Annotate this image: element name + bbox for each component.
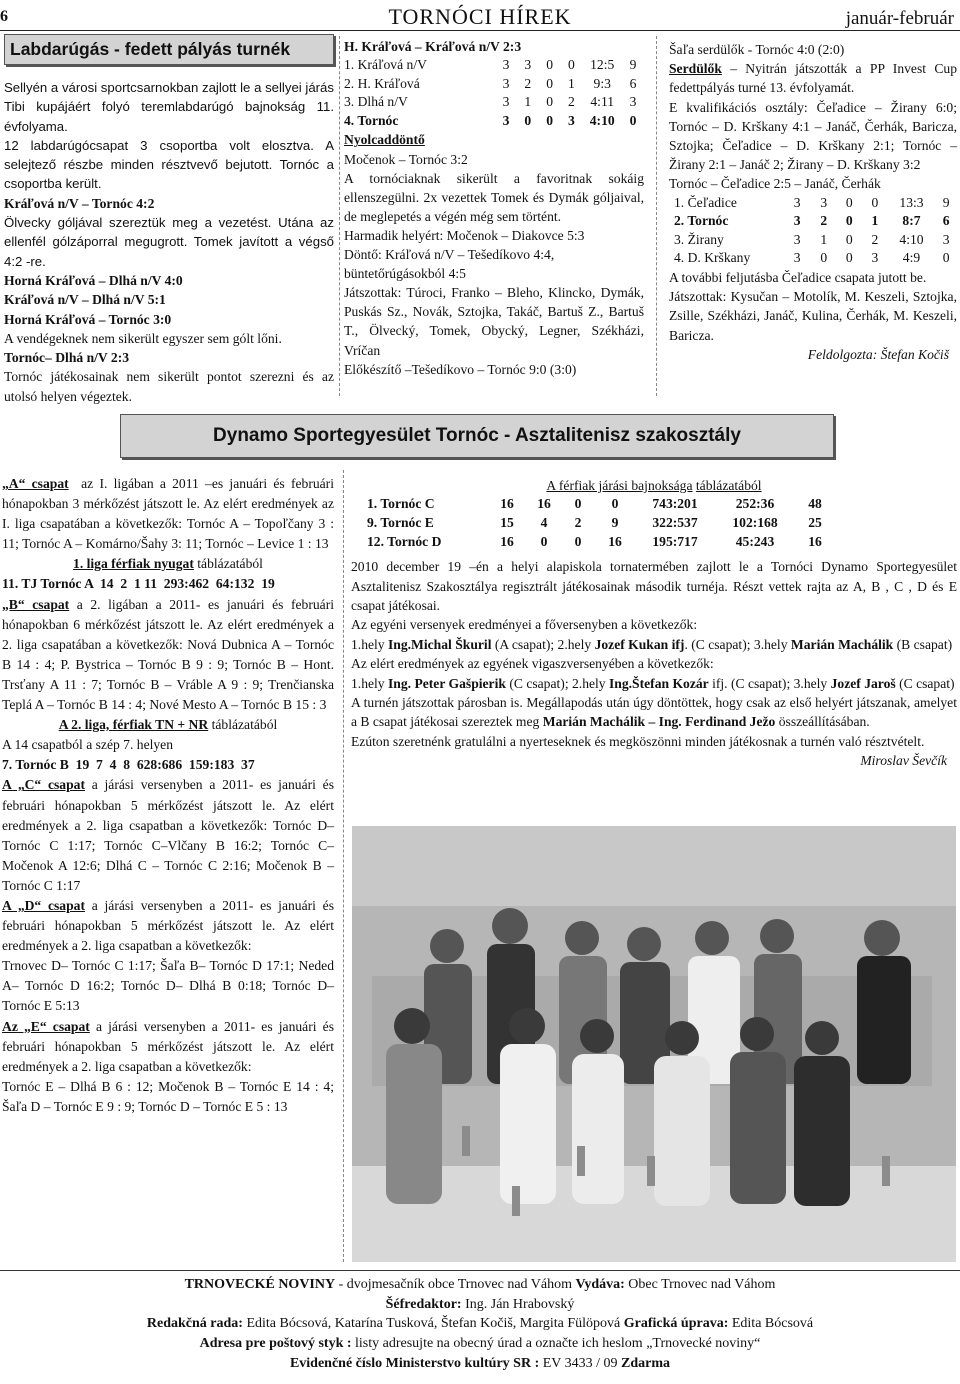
table-cell: 4. Tornóc [344,112,399,128]
table-cell: 3. Žirany [674,231,724,247]
paragraph: – Nyitrán játszották a PP Invest Cup fedettpályás turné 13. évfolyamát. [669,61,957,96]
table-cell: 0 [611,496,619,512]
column-rule [656,36,657,396]
table-cell: 0 [546,57,554,73]
text: (C csapat); 2.hely [505,675,609,691]
table-cell: 0 [540,533,548,549]
subheading: Serdülők [669,61,722,77]
table-row [344,112,644,131]
text: EV 3433 / 09 [539,1355,622,1371]
table-cell: 2 [820,213,828,229]
team-heading: „A“ csapat [2,476,69,491]
table-cell: 9:3 [593,75,611,91]
table-row [344,75,644,94]
table-cell: 4 [540,515,548,530]
text: Edita Bócsová [728,1316,814,1332]
table-cell: 3 [502,57,510,73]
author-signature: Feldolgozta: Štefan Kočiš [807,346,949,362]
table-cell: 102:168 [732,515,778,530]
group-table [674,194,957,268]
paragraph: Tornóc játékosainak nem sikerült pontot szerezni és az utolsó helyen végeztek. [4,369,334,404]
text: (A csapat); 2.hely [491,636,595,652]
table-cell: 3 [942,231,950,247]
table-cell: 195:717 [652,533,698,549]
text: . (C csapat); 3.hely [684,636,791,652]
table-cell: 0 [574,533,582,549]
author-signature: Miroslav Ševčík [860,753,947,769]
group-table [344,56,644,130]
match-result: Šaľa serdülők - Tornóc 4:0 (2:0) [669,42,845,57]
table-cell: 9 [629,57,637,73]
paragraph: a járási versenyben a 2011- es januári és februári hónapokban 5 mérkőzést játszott le. Az elért eredmények a 2. liga csapatban a következők: Tornóc D– Tornóc C 1:17; Tornóc C–Vlčany B 16:2; Tornóc C–Močenok A 12:6; Dlhá C – Tornóc C 2:16; Močenok B – Tornóc C 1:17 [2,777,334,893]
table-cell: 3 [502,112,510,128]
paragraph: Harmadik helyért: Močenok – Diakovce 5:3 [344,227,585,243]
text: - dvojmesačník obce Trnovec nad Váhom [335,1277,576,1292]
text: Redakčná rada: [146,1316,243,1332]
page-number: 6 [0,8,8,25]
results-paragraph [351,635,957,654]
imprint-line [0,1295,960,1315]
table-cell: 1. Kráľová n/V [344,57,427,73]
text: ifj. (C csapat); 3.hely [708,675,831,691]
paragraph: A tornóciaknak sikerült a favoritnak sokáig ellenszegülni. 2x vezettek Tomek és Dymák góljaival, de meglepetés a végén még sem történt. [344,170,644,224]
table-cell: 6 [629,75,637,91]
table-cell: 3 [871,250,879,266]
imprint-line [0,1314,960,1334]
table-cell: 16 [608,533,622,549]
imprint-footer [0,1270,960,1374]
paragraph: a járási versenyben a 2011- es januári és februári hónapokban 5 mérkőzést játszott le. Az elért eredmények a 2. liga csapatban a következők: [2,1018,334,1074]
text: Ezúton szeretnénk gratulálni a nyerteseknek és megköszönni minden játékosnak a turnén való résztvételt. [351,733,925,749]
table-cell: 0 [524,112,532,128]
district-table [367,495,835,551]
paragraph: Sellyén a városi sportcsarnokban zajlott le a sellyei járás Tibi kupájáért folyó teremlabdarúgó bajnokság 11. évfolyama. [4,80,334,134]
table-row [344,93,644,112]
paragraph: a 2. ligában a 2011- es januári és februári hónapokban 6 mérkőzést játszott le. Az elért eredmények a 2. liga csapatában a következők: Nová Dubnica A – Tornóc B 14 : 4; P. Bystrica – Tornóc B 9 : 9; Tornóc B – Hont. Trsťany A 11 : 7; Tornóc B – Vráble A 9 : 9; Trenčianska Teplá A – Tornóc B 14 : 4; Nové Mesto A – Tornóc B 15 : 3 [2,596,334,713]
match-result: Horná Kráľová – Tornóc 3:0 [4,311,172,327]
text: listy adresujte na obecný úrad a označte ich heslom „Trnovecké noviny“ [351,1336,761,1352]
table-cell: 1 [820,231,828,247]
team-photo [352,826,956,1262]
paragraph [351,732,957,769]
table-cell: 0 [820,250,828,266]
table-cell: 45:243 [735,533,775,549]
text: A turnén játszottak párosban is. Megállapodás után úgy döntöttek, hogy csak az első helyért játszanak, amelyet a B csapat játékosai szereztek meg [351,695,957,730]
match-result: Horná Kráľová – Dlhá n/V 4:0 [4,272,183,288]
paragraph: Tornóc – Čeľadice 2:5 – Janáč, Čerhák [669,176,881,192]
player-name: Ing.Michal Škuril [388,636,492,652]
team-heading: „B“ csapat [2,596,70,612]
text: összeállításában. [775,714,870,730]
player-name: Jozef Kukan ifj [594,636,685,652]
table-cell: 322:537 [652,515,698,530]
text: TRNOVECKÉ NOVINY [184,1277,336,1292]
table-cell: 48 [808,496,822,512]
table-cell: 3 [629,94,637,110]
table-cell: 0 [546,94,554,110]
table-cell: 25 [808,515,822,530]
table-cell: 0 [546,75,554,91]
table-cell: 1 [871,213,879,229]
table-cell: 8:7 [902,213,921,229]
table-row [674,194,957,213]
results-paragraph [351,693,957,732]
issue-date: január-február [845,8,954,29]
table-cell: 3 [568,112,575,128]
table-cell: 3 [820,194,828,210]
table-tennis-column-2 [351,476,957,771]
table-row [674,231,957,250]
table-cell: 3 [502,94,510,110]
table-cell: 4:9 [902,250,921,266]
results-paragraph [351,674,957,693]
text: (B csapat) [893,636,953,652]
table-cell: 3 [793,231,801,247]
match-result: Kráľová n/V – Tornóc 4:2 [4,195,155,211]
table-row [344,56,644,75]
table-heading: A 2. liga, férfiak TN + NR [58,717,209,733]
paragraph: 12 labdarúgócsapat 3 csoportba volt elosztva. A selejtező részbe minden résztvevő bejutott. Tornóc a csoportba került. [4,137,334,192]
team-heading: A „C“ csapat [2,777,85,793]
table-heading-tail: táblázatából [211,717,278,733]
results-list: Tornóc E – Dlhá B 6 : 12; Močenok B – Tornóc E 14 : 4; Šaľa D – Tornóc E 9 : 9; Tornóc D – Tornóc E 5 : 13 [2,1078,334,1114]
team-heading: Az „E“ csapat [2,1018,90,1034]
masthead [0,4,960,31]
table-cell: 2 [574,515,582,530]
text: Edita Bócsová, Katarína Tusková, Štefan Kočiš, Margita Fülöpová [242,1316,624,1332]
table-cell: 12:5 [590,57,615,73]
text: Grafická úprava: [623,1316,729,1332]
football-column-3 [669,40,957,364]
paragraph: Az elért eredmények az egyének vigaszversenyében a következők: [351,656,714,672]
text: Obec Trnovec nad Váhom [624,1277,776,1292]
table-cell: 15 [500,515,514,530]
table-cell: 2 [568,94,575,110]
table-row [367,514,835,533]
text: Šéfredaktor: [385,1296,462,1312]
column-rule [339,36,340,396]
paragraph: Az egyéni versenyek eredményei a főversenyben a következők: [351,617,698,633]
table-cell: 1. Čeľadice [674,194,737,210]
table-cell: 4:10 [899,231,924,247]
table-cell: 3. Dlhá n/V [344,94,408,110]
table-row [367,495,835,514]
player-name: Ing.Štefan Kozár [609,675,709,691]
table-tennis-column [2,474,334,1117]
table-cell: 16 [500,496,514,512]
text: Ing. Ján Hrabovský [461,1296,575,1312]
table-cell: 1 [568,75,575,91]
table-cell: 3 [524,57,532,73]
table-cell: 16 [808,533,822,549]
imprint-line [0,1334,960,1354]
table-cell: 1. Tornóc C [367,496,435,512]
table-cell: 0 [942,250,950,266]
table-cell: 2. H. Kráľová [344,75,420,91]
player-name: Marián Machálik [790,636,894,652]
match-result: H. Kráľová – Kráľová n/V 2:3 [344,39,522,54]
table-cell: 2 [871,231,879,247]
paragraph: Játszottak: Túroci, Franko – Bleho, Klincko, Dymák, Puskás Sz., Novák, Sztojka, Takáč, Bartuš Z., Bartuš T., Ölvecký, Tomek, Obycký, Legner, Székházi, Vríčan [344,285,644,358]
table-cell: 9 [942,194,950,210]
table-row [674,212,957,231]
text: 1.hely [351,636,388,652]
table-cell: 743:201 [652,496,698,512]
text: (C csapat) [895,675,955,691]
standing-row: 7. Tornóc B 19 7 4 8 628:686 159:183 37 [2,757,255,773]
player-name: Marián Machálik – Ing. Ferdinand Ježo [542,714,776,730]
table-cell: 0 [871,194,879,210]
section-banner: Dynamo Sportegyesület Tornóc - Asztalitenisz szakosztály [120,414,834,458]
paragraph: Előkészítő –Tešedíkovo – Tornóc 9:0 (3:0) [344,361,577,377]
table-cell: 3 [793,250,801,266]
paragraph: 2010 december 19 –én a helyi alapiskola tornatermében zajlott le a Tornóci Dynamo Sportegyesület Asztalitenisz Szakosztálya regisztrált játékosainak második turnéja. Részt vettek rajta az A, B , C , D és E csapat játékosai. [351,559,957,613]
table-heading: 1. liga férfiak nyugat [73,556,194,572]
table-cell: 0 [574,496,582,512]
table-cell: 16 [537,496,551,512]
subheading: Nyolcaddöntő [344,132,425,148]
table-cell: 0 [845,213,853,229]
table-cell: 0 [845,231,853,247]
player-name: Jozef Jaroš [830,675,896,691]
results-list: Trnovec D– Tornóc C 1:17; Šaľa B– Tornóc D 17:1; Neded A– Tornóc D 16:2; Tornóc D– Dlhá B 0:18; Tornóc D– Tornóc E 5:13 [2,958,334,1014]
table-cell: 4:10 [589,112,615,128]
column-rule [343,470,344,1262]
paragraph: a járási versenyben a 2011- es januári és februári hónapokban 5 mérkőzést játszott le. Az elért eredmények a 2. liga csapatban a következők: [2,897,334,954]
team-heading: A „D“ csapat [2,897,85,913]
table-heading: A férfiak járási bajnoksága [546,478,693,493]
table-cell: 9. Tornóc E [367,515,434,530]
table-row [367,533,835,552]
paragraph: Ölvecky góljával szereztük meg a vezetést. Utána az ellenfél gólzáporral megugrott. Tomek javított a végső 4:2 -re. [4,215,334,269]
match-result: Kráľová n/V – Dlhá n/V 5:1 [4,292,166,308]
table-cell: 0 [546,112,554,128]
standing-row: 11. TJ Tornóc A 14 2 1 11 293:462 64:132 19 [2,576,275,592]
table-cell: 0 [845,250,853,266]
table-cell: 12. Tornóc D [367,533,442,549]
table-cell: 9 [611,515,619,530]
imprint-line [0,1275,960,1295]
paragraph: E kvalifikációs osztály: Čeľadice – Žirany 6:0; Tornóc – D. Krškany 4:1 – Janáč, Čerhák, Baricza, Sztojka; Čeľadice – D. Krškany 2:1; Tornóc – Žirany 2:1 – Janáč 2; Žirany – D. Krškany 3:2 [669,99,957,173]
imprint-line [0,1354,960,1374]
table-cell: 0 [629,112,637,128]
paragraph: az I. ligában a 2011 –es januári és februári hónapokban 3 mérkőzést játszott le. Az elért eredmények az I. liga csapatában a következők: Tornóc A – Topoľčany 3 : 11; Tornóc A – Komárno/Šahy 3: 11; Tornóc – Levice 1 : 13 [2,476,334,552]
table-cell: 3 [502,75,510,91]
table-cell: 13:3 [899,194,924,210]
paragraph: A további feljutásba Čeľadice csapata jutott be. [669,270,927,285]
paragraph: A vendégeknek nem sikerült egyszer sem gólt lőni. [4,330,282,346]
paragraph: Játszottak: Kysučan – Motolík, M. Keszeli, Sztojka, Zsille, Székházi, Janáč, Kulina, Čerhák, M. Keszeli, Baricza. [669,289,957,343]
football-column [4,34,334,406]
table-cell: 2. Tornóc [674,213,729,229]
table-cell: 4. D. Krškany [674,250,751,266]
text: Vydáva: [575,1277,625,1292]
table-heading-tail: táblázatából [197,556,263,572]
newspaper-title: TORNÓCI HÍREK [388,4,572,29]
text: Zdarma [621,1355,671,1371]
table-cell: 2 [524,75,532,91]
table-cell: 1 [524,94,532,110]
table-cell: 16 [500,533,514,549]
table-cell: 0 [845,194,853,210]
table-cell: 3 [793,194,801,210]
match-result: Močenok – Tornóc 3:2 [344,151,468,167]
text: Adresa pre poštový styk : [199,1336,352,1352]
football-column-2 [344,37,644,379]
table-cell: 6 [942,213,950,229]
table-cell: 3 [793,213,801,229]
table-cell: 0 [568,57,575,73]
team-photo-illustration [352,826,956,1262]
text: Evidenčné číslo Ministerstvo kultúry SR : [289,1355,540,1371]
match-result: Tornóc– Dlhá n/V 2:3 [4,350,130,366]
text: 1.hely [351,675,388,691]
table-cell: 252:36 [735,496,775,512]
paragraph: A 14 csapatból a szép 7. helyen [2,737,174,753]
section-title: Labdarúgás - fedett pályás turnék [4,34,334,65]
table-cell: 4:11 [590,94,615,110]
table-row [674,249,957,268]
player-name: Ing. Peter Gašpierik [388,675,506,691]
table-heading-tail: táblázatából [695,478,762,493]
paragraph: Döntő: Kráľová n/V – Tešedíkovo 4:4, büntetőrúgásokból 4:5 [344,247,555,282]
